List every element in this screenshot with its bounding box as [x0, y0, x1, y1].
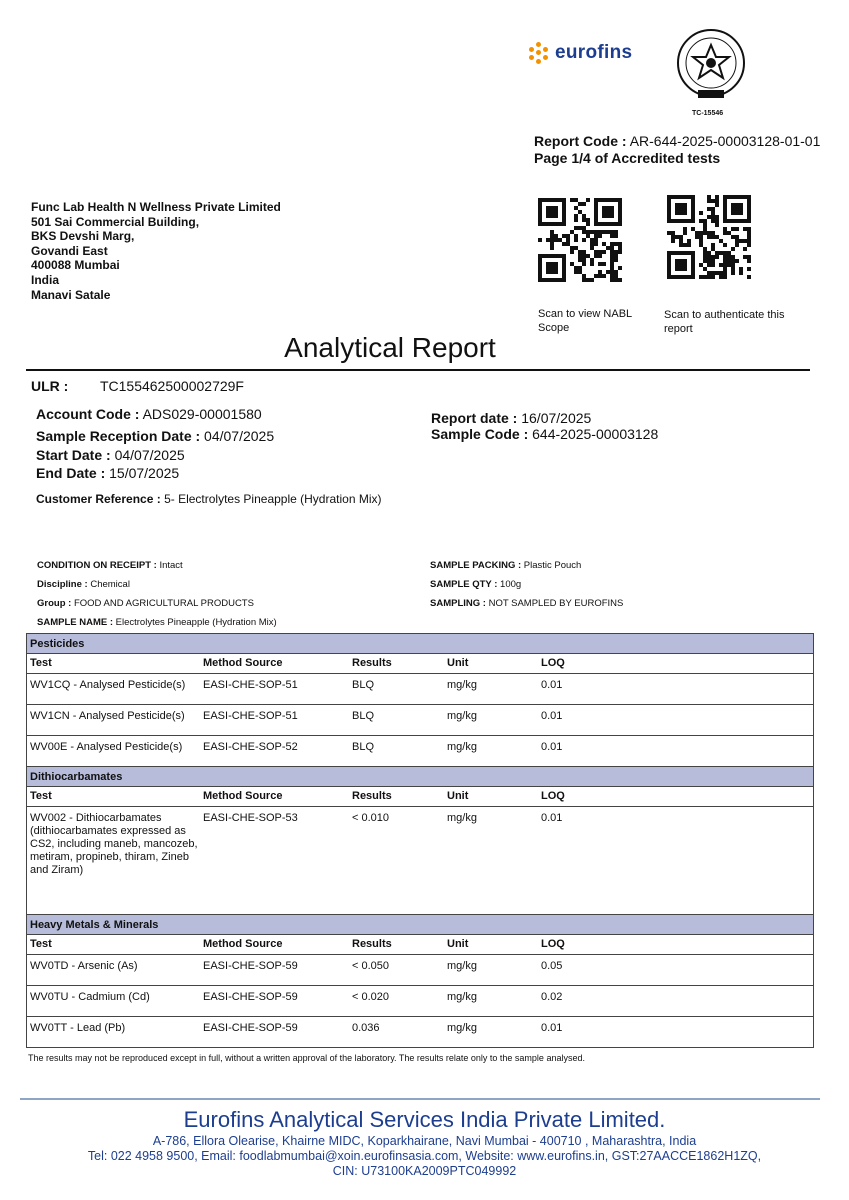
group-label: Group : [37, 598, 72, 609]
table-cell: EASI-CHE-SOP-53 [203, 812, 298, 824]
column-header: Method Source [203, 938, 283, 950]
account-code-value: ADS029-00001580 [142, 406, 262, 422]
qr-scope-caption: Scan to view NABL Scope [538, 308, 632, 334]
group-value: FOOD AND AGRICULTURAL PRODUCTS [73, 598, 254, 609]
table-cell: WV0TD - Arsenic (As) [30, 960, 138, 972]
column-header: Unit [447, 657, 469, 669]
address-line: Manavi Satale [31, 287, 111, 302]
ulr [31, 378, 244, 394]
table-row [27, 674, 813, 705]
address-line: BKS Devshi Marg, [31, 229, 135, 244]
section-header: Dithiocarbamates [27, 767, 813, 787]
customer-address [31, 200, 281, 302]
table-cell: BLQ [352, 679, 375, 691]
table-cell: BLQ [352, 741, 375, 753]
table-cell: EASI-CHE-SOP-59 [203, 960, 298, 972]
qr-code-authenticate [667, 195, 751, 279]
column-header: Unit [447, 790, 469, 802]
sampling [430, 598, 623, 609]
column-header: Results [352, 938, 392, 950]
ulr-value: TC155462500002729F [99, 378, 244, 394]
table-cell: 0.01 [541, 812, 563, 824]
table-cell: WV1CN - Analysed Pesticide(s) [30, 710, 185, 722]
table-cell: 0.01 [541, 1022, 563, 1034]
address-line: 501 Sai Commercial Building, [31, 214, 200, 229]
sample-packing-value: Plastic Pouch [523, 560, 582, 571]
address-line: Func Lab Health N Wellness Private Limited [31, 200, 281, 214]
table-cell: 0.05 [541, 960, 563, 972]
column-header: Method Source [203, 657, 283, 669]
report-date-label: Report date : [431, 410, 518, 426]
discipline-label: Discipline : [37, 579, 88, 590]
column-header-row [27, 654, 813, 674]
report-code [534, 133, 820, 149]
customer-reference [36, 492, 381, 506]
reception-date-value: 04/07/2025 [204, 428, 275, 444]
table-cell: mg/kg [447, 991, 477, 1003]
account-code [36, 406, 262, 422]
sample-name-label: SAMPLE NAME : [37, 617, 113, 628]
sample-code [431, 426, 658, 442]
seal-code: TC-15546 [692, 110, 724, 117]
end-date-label: End Date : [36, 465, 106, 481]
table-cell: < 0.050 [352, 960, 390, 972]
table-cell: mg/kg [447, 710, 477, 722]
condition-value: Intact [159, 560, 183, 571]
column-header: Test [30, 657, 52, 669]
table-cell: < 0.020 [352, 991, 390, 1003]
table-cell: mg/kg [447, 1022, 477, 1034]
reception-date-label: Sample Reception Date : [36, 428, 201, 444]
table-cell: EASI-CHE-SOP-52 [203, 741, 298, 753]
table-row [27, 955, 813, 986]
results-table [26, 633, 814, 1048]
section-header: Pesticides [27, 634, 813, 654]
table-cell: WV00E - Analysed Pesticide(s) [30, 741, 183, 753]
table-cell: 0.02 [541, 991, 563, 1003]
sample-name [37, 617, 277, 628]
group [37, 598, 254, 609]
condition-on-receipt [37, 560, 183, 571]
table-cell: WV1CQ - Analysed Pesticide(s) [30, 679, 186, 691]
sampling-value: NOT SAMPLED BY EUROFINS [488, 598, 624, 609]
eurofins-logo-icon [528, 42, 550, 64]
address-line: India [31, 272, 60, 287]
table-cell: 0.01 [541, 710, 563, 722]
column-header: LOQ [541, 657, 565, 669]
reception-date [36, 428, 274, 444]
page-indicator: Page 1/4 of Accredited tests [534, 150, 721, 166]
table-cell: mg/kg [447, 812, 477, 824]
table-row [27, 705, 813, 736]
table-cell: < 0.010 [352, 812, 390, 824]
start-date-label: Start Date : [36, 447, 111, 463]
sample-name-value: Electrolytes Pineapple (Hydration Mix) [115, 617, 277, 628]
column-header: Unit [447, 938, 469, 950]
table-cell: EASI-CHE-SOP-59 [203, 991, 298, 1003]
footer-contact: Tel: 022 4958 9500, Email: foodlabmumbai@xoin.eurofinsasia.com, Website: www.eurofins.in, GST:27AACCE1862H1ZQ, [87, 1149, 762, 1163]
table-cell: mg/kg [447, 960, 477, 972]
discipline-value: Chemical [90, 579, 130, 590]
sample-qty [430, 579, 521, 590]
table-cell: mg/kg [447, 741, 477, 753]
table-row [27, 986, 813, 1017]
footer-company: Eurofins Analytical Services India Private Limited. [183, 1107, 666, 1132]
column-header: LOQ [541, 938, 565, 950]
start-date [36, 447, 185, 463]
ulr-label: ULR : [31, 378, 69, 394]
report-code-label: Report Code : [534, 133, 627, 149]
table-cell: WV0TU - Cadmium (Cd) [30, 991, 150, 1003]
table-row [27, 807, 813, 915]
table-cell: BLQ [352, 710, 375, 722]
report-date-value: 16/07/2025 [521, 410, 592, 426]
report-code-value: AR-644-2025-00003128-01-01 [629, 133, 821, 149]
address-line: 400088 Mumbai [31, 258, 120, 273]
sample-qty-label: SAMPLE QTY : [430, 579, 498, 590]
condition-label: CONDITION ON RECEIPT : [37, 560, 157, 571]
table-cell: WV0TT - Lead (Pb) [30, 1022, 126, 1034]
column-header: LOQ [541, 790, 565, 802]
section-header: Heavy Metals & Minerals [27, 915, 813, 935]
end-date [36, 465, 179, 481]
customer-reference-label: Customer Reference : [36, 492, 161, 506]
sample-packing-label: SAMPLE PACKING : [430, 560, 522, 571]
column-header: Test [30, 938, 52, 950]
table-cell: mg/kg [447, 679, 477, 691]
customer-reference-value: 5- Electrolytes Pineapple (Hydration Mix) [164, 492, 382, 506]
end-date-value: 15/07/2025 [109, 465, 180, 481]
table-cell: EASI-CHE-SOP-51 [203, 710, 298, 722]
table-cell: 0.01 [541, 741, 563, 753]
logo-text: eurofins [555, 42, 633, 63]
start-date-value: 04/07/2025 [114, 447, 185, 463]
column-header: Test [30, 790, 52, 802]
table-cell: EASI-CHE-SOP-51 [203, 679, 298, 691]
footer-cin: CIN: U73100KA2009PTC049992 [332, 1164, 517, 1178]
disclaimer: The results may not be reproduced except in full, without a written approval of the laboratory. The results relate only to the sample analysed. [28, 1053, 585, 1063]
column-header: Method Source [203, 790, 283, 802]
table-row [27, 736, 813, 767]
sample-code-value: 644-2025-00003128 [532, 426, 659, 442]
sampling-label: SAMPLING : [430, 598, 486, 609]
column-header-row [27, 787, 813, 807]
table-cell: 0.01 [541, 679, 563, 691]
table-cell: 0.036 [352, 1022, 380, 1034]
page-title: Analytical Report [284, 332, 496, 363]
column-header: Results [352, 657, 392, 669]
sample-packing [430, 560, 581, 571]
sample-code-label: Sample Code : [431, 426, 529, 442]
table-row [27, 1017, 813, 1048]
column-header-row [27, 935, 813, 955]
title-divider [26, 369, 810, 371]
eurofins-logo [528, 40, 632, 66]
address-line: Govandi East [31, 243, 108, 258]
table-cell: WV002 - Dithiocarbamates (dithiocarbamates expressed as CS2, including maneb, mancozeb, metiram, propineb, thiram, Zineb and Ziram) [30, 812, 198, 876]
discipline [37, 579, 130, 590]
footer-divider [20, 1098, 820, 1100]
report-date [431, 410, 591, 426]
column-header: Results [352, 790, 392, 802]
sample-qty-value: 100g [500, 579, 522, 590]
nabl-seal-icon [676, 28, 746, 98]
account-code-label: Account Code : [36, 406, 140, 422]
qr-auth-caption: Scan to authenticate this report [664, 309, 785, 335]
footer-address: A-786, Ellora Olearise, Khairne MIDC, Koparkhairane, Navi Mumbai - 400710 , Maharashtra, India [152, 1134, 697, 1148]
table-cell: EASI-CHE-SOP-59 [203, 1022, 298, 1034]
qr-code-nabl-scope [538, 198, 622, 282]
